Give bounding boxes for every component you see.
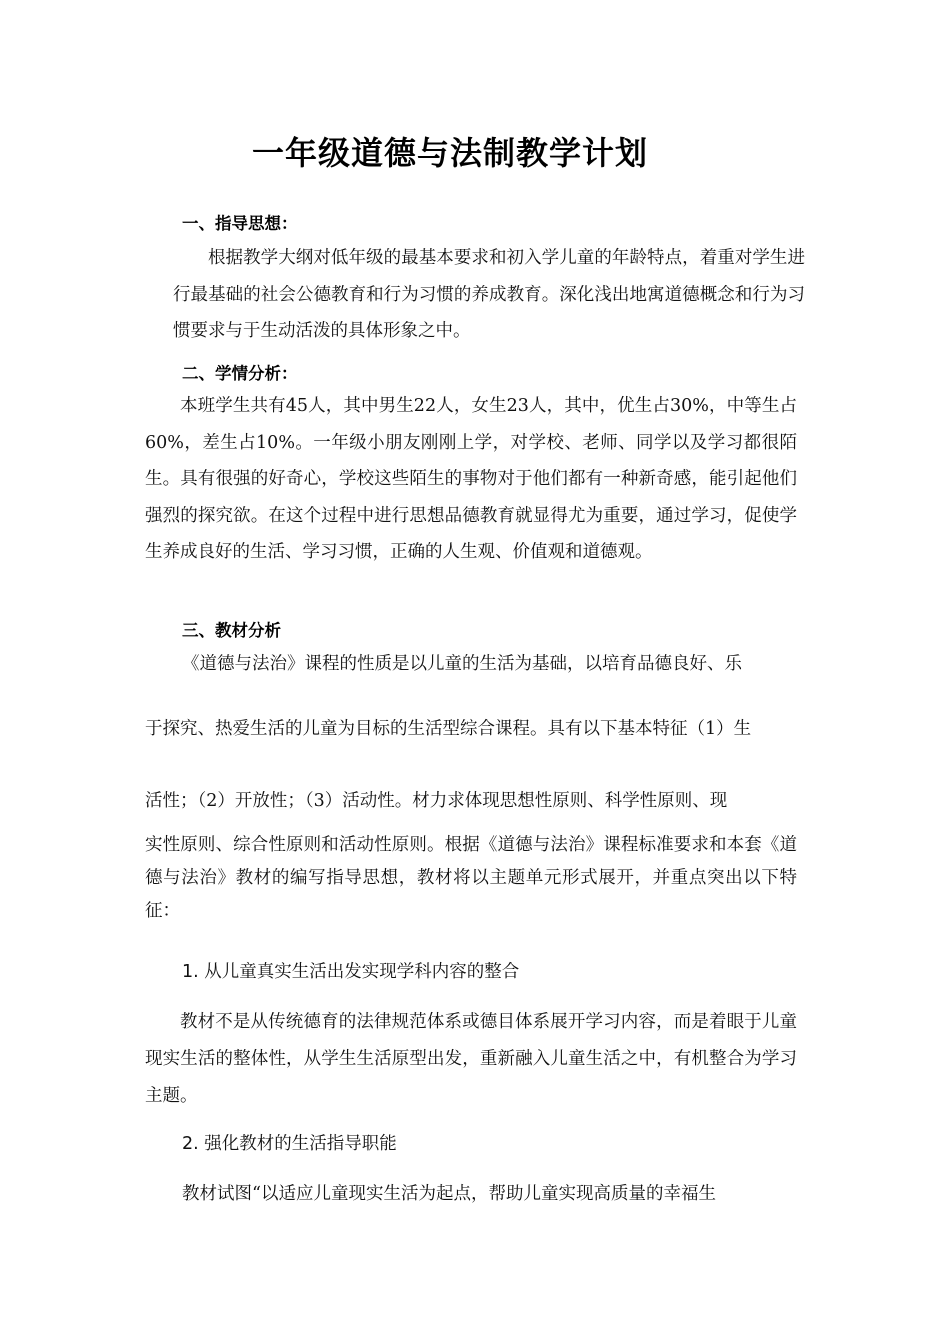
section-paragraph-guiding-ideology: 根据教学大纲对低年级的最基本要求和初入学儿童的年龄特点，着重对学生进行最基础的社会公德教育和行为习惯的养成教育。深化浅出地寓道德概念和行为习惯要求与于生动活泼的具体形象之中。 [173, 248, 805, 341]
point-heading-1: 1. 从儿童真实生活出发实现学科内容的整合 [182, 962, 520, 982]
point-paragraph-1: 教材不是从传统德育的法律规范体系或德目体系展开学习内容，而是着眼于儿童现实生活的整体性，从学生生活原型出发，重新融入儿童生活之中，有机整合为学习主题。 [145, 1012, 797, 1106]
textbook-analysis-paragraph: 实性原则、综合性原则和活动性原则。根据《道德与法治》课程标准要求和本套《道德与法治》教材的编写指导思想，教材将以主题单元形式展开，并重点突出以下特征： [145, 835, 797, 921]
section-paragraph-student-analysis: 本班学生共有45人，其中男生22人，女生23人，其中，优生占30%，中等生占60%，差生占10%。一年级小朋友刚刚上学，对学校、老师、同学以及学习都很陌生。具有很强的好奇心，学校这些陌生的事物对于他们都有一种新奇感，能引起他们强烈的探究欲。在这个过程中进行思想品德教育就显得尤为重要，通过学习，促使学生养成良好的生活、学习习惯，正确的人生观、价值观和道德观。 [145, 396, 797, 562]
textbook-analysis-line-3: 活性；（2）开放性；（3）活动性。材力求体现思想性原则、科学性原则、现 [145, 791, 728, 811]
point-heading-2: 2. 强化教材的生活指导职能 [182, 1134, 397, 1154]
section-heading-student-analysis: 二、学情分析： [182, 364, 298, 383]
textbook-analysis-line-1: 《道德与法治》课程的性质是以儿童的生活为基础，以培育品德良好、乐 [182, 654, 742, 674]
section-heading-guiding-ideology: 一、指导思想： [182, 214, 298, 233]
textbook-analysis-line-2: 于探究、热爱生活的儿童为目标的生活型综合课程。具有以下基本特征（1）生 [145, 719, 752, 739]
point-paragraph-2: 教材试图“以适应儿童现实生活为起点，帮助儿童实现高质量的幸福生 [182, 1184, 716, 1204]
section-heading-textbook-analysis: 三、教材分析 [182, 621, 281, 640]
document-title: 一年级道德与法制教学计划 [251, 134, 648, 172]
